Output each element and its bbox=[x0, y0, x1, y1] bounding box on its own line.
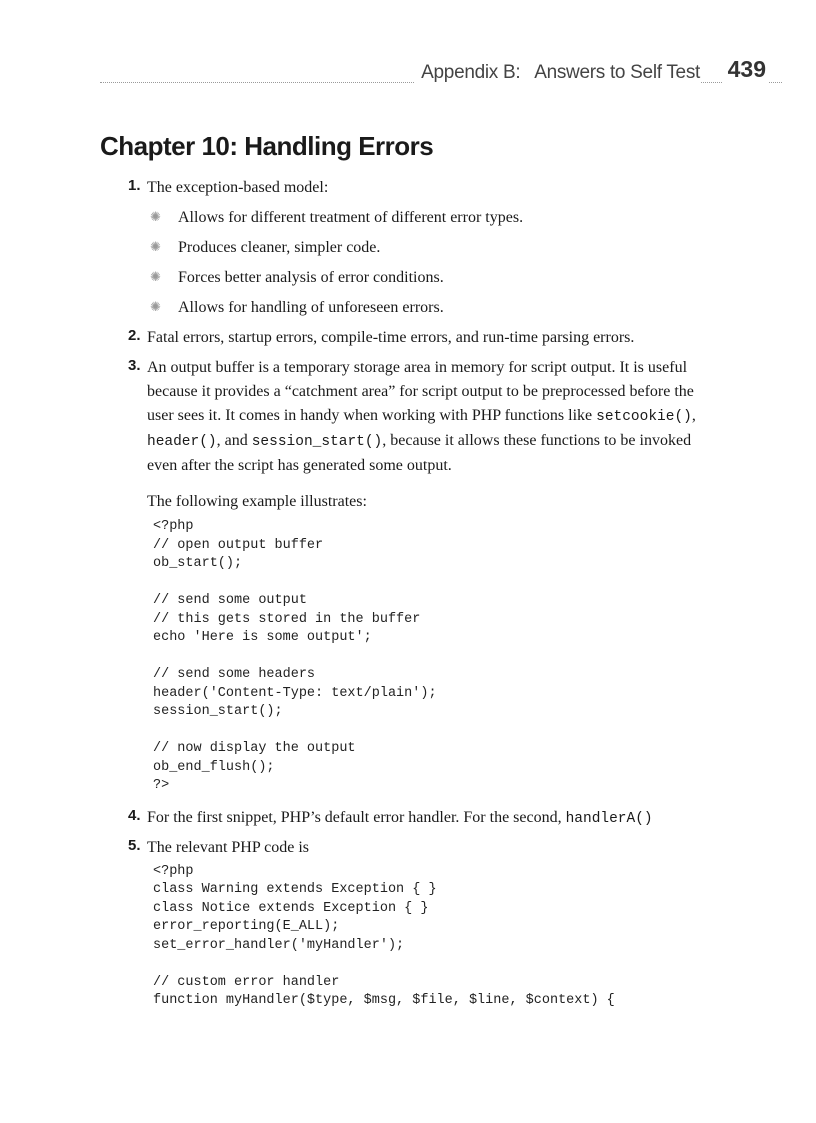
bullet-icon: ✺ bbox=[150, 209, 161, 224]
bullet-text: Allows for different treatment of different error types. bbox=[178, 209, 524, 226]
answer-text bbox=[147, 356, 720, 478]
answer-3 bbox=[100, 356, 720, 796]
bullet-item bbox=[100, 206, 720, 236]
bullet-text: Allows for handling of unforeseen errors. bbox=[178, 299, 444, 316]
answer-4 bbox=[100, 806, 720, 836]
answer-number: 3. bbox=[128, 357, 141, 374]
code-block: <?php class Warning extends Exception { } class Notice extends Exception { } error_reporting(E_ALL); set_error_handler('myHandler'); // custom error handler function myHandler($type, $msg, $file, $line, $context) { bbox=[153, 863, 615, 1008]
answer-text-part: , and bbox=[216, 432, 252, 449]
running-header bbox=[100, 56, 782, 88]
answer-text: The exception-based model: bbox=[147, 179, 329, 196]
example-intro: The following example illustrates: bbox=[147, 493, 367, 510]
bullet-text: Produces cleaner, simpler code. bbox=[178, 239, 381, 256]
inline-code: handlerA() bbox=[565, 810, 653, 827]
answer-text: Fatal errors, startup errors, compile-time errors, and run-time parsing errors. bbox=[147, 329, 635, 346]
bullet-icon: ✺ bbox=[150, 299, 161, 314]
bullet-text: Forces better analysis of error conditions. bbox=[178, 269, 444, 286]
page-number: 439 bbox=[722, 56, 768, 83]
chapter-title: Chapter 10: Handling Errors bbox=[100, 131, 434, 161]
answer-5 bbox=[100, 836, 720, 1011]
bullet-icon: ✺ bbox=[150, 269, 161, 284]
answer-1 bbox=[100, 176, 720, 202]
inline-code: session_start() bbox=[251, 434, 383, 450]
running-title: Appendix B: Answers to Self Test bbox=[415, 62, 700, 84]
answers-list bbox=[100, 176, 720, 1011]
answer-text-part: , because it allows these functions to be invoked even after the script has generated some output. bbox=[147, 432, 692, 474]
bullet-item bbox=[100, 236, 720, 266]
answer-2 bbox=[100, 326, 720, 356]
answer-text-part: , bbox=[691, 407, 696, 424]
inline-code: setcookie() bbox=[596, 409, 692, 425]
answer-text-part: An output buffer is a temporary storage area in memory for script output. It is useful because it provides a “catchment area” for script output to be preprocessed before the user sees it. It comes in handy when working with PHP functions like bbox=[147, 359, 694, 424]
answer-number: 4. bbox=[128, 806, 141, 824]
answer-text-part: For the first snippet, PHP’s default error handler. For the second, bbox=[147, 808, 566, 826]
bullet-item bbox=[100, 266, 720, 296]
answer-number: 5. bbox=[128, 836, 141, 854]
answer-number: 1. bbox=[128, 177, 141, 194]
answer-text bbox=[147, 806, 720, 831]
code-block: <?php // open output buffer ob_start(); // send some output // this gets stored in the buffer echo 'Here is some output'; // send some headers header('Content-Type: text/plain'); session_start(); // now display the output ob_end_flush(); ?> bbox=[153, 519, 437, 793]
bullet-item bbox=[100, 296, 720, 326]
answer-number: 2. bbox=[128, 327, 141, 344]
bullet-icon: ✺ bbox=[150, 239, 161, 254]
answer-text: The relevant PHP code is bbox=[147, 838, 310, 856]
inline-code: header() bbox=[147, 434, 217, 450]
